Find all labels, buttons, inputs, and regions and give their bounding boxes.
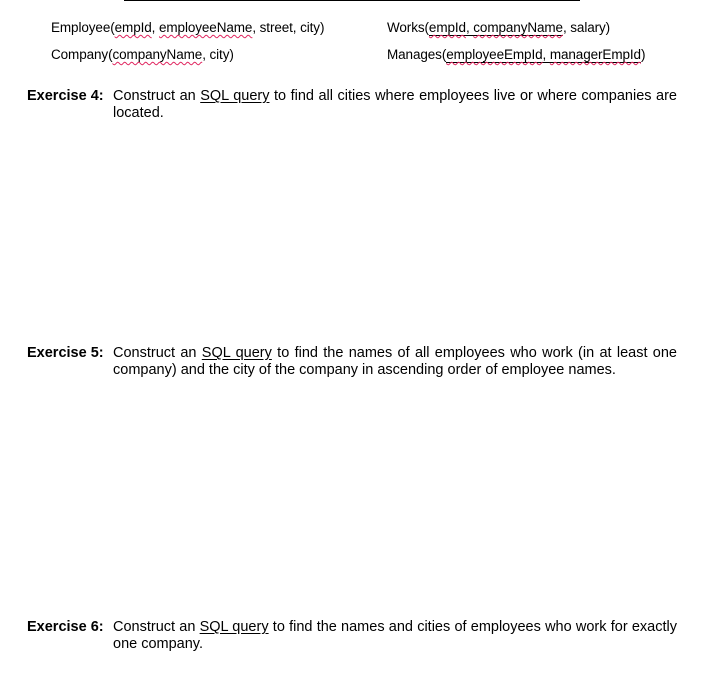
sql-query-link: SQL query xyxy=(200,88,270,104)
paren-open: ( xyxy=(108,47,113,62)
text-after: to find all cities where employees live or where companies are located. xyxy=(113,88,677,121)
paren-open: ( xyxy=(424,20,429,35)
exercise-label: Exercise 4: xyxy=(27,88,104,104)
exercise-4 xyxy=(27,88,677,122)
relation-name-employee: Employee xyxy=(51,20,111,35)
schema-works xyxy=(387,20,610,36)
attr-rest: , salary) xyxy=(562,20,611,35)
exercise-label: Exercise 5: xyxy=(27,345,104,361)
key-attr-empid: empId xyxy=(114,20,152,35)
text-before: Construct an xyxy=(113,345,202,361)
text-before: Construct an xyxy=(113,88,201,104)
text-before: Construct an xyxy=(113,619,200,635)
key-attr-company-name: companyName xyxy=(473,20,563,35)
relation-name-works: Works xyxy=(387,20,425,35)
schema-company xyxy=(51,47,234,63)
separator: , xyxy=(542,47,550,62)
top-divider xyxy=(124,0,580,1)
exercise-text xyxy=(113,88,677,122)
attr-employee-name: employeeName xyxy=(158,20,253,35)
exercise-text xyxy=(113,345,677,379)
key-attr-empid: empId xyxy=(428,20,466,35)
paren-open: ( xyxy=(441,47,447,62)
text-after: to find the names and cities of employees who work for exactly one company. xyxy=(113,619,677,652)
relation-name-manages: Manages xyxy=(387,47,442,62)
separator: , xyxy=(151,20,159,35)
exercise-6 xyxy=(27,619,677,653)
schema-manages xyxy=(387,47,645,63)
key-attr-manager-empid: managerEmpId xyxy=(549,47,641,62)
attr-rest: ) xyxy=(640,47,646,62)
attr-rest: , street, city) xyxy=(252,20,325,35)
sql-query-link: SQL query xyxy=(201,345,272,361)
attr-rest: , city) xyxy=(202,47,234,62)
key-attr-company-name: companyName xyxy=(112,47,203,62)
sql-query-link: SQL query xyxy=(199,619,269,635)
exercise-label: Exercise 6: xyxy=(27,619,104,635)
exercise-text xyxy=(113,619,677,653)
text-after: to find the names of all employees who work (in at least one company) and the city of the company in ascending order of employee names. xyxy=(113,345,677,378)
relation-name-company: Company xyxy=(51,47,109,62)
separator: , xyxy=(465,20,474,35)
key-attr-employee-empid: employeeEmpId xyxy=(446,47,543,62)
schema-employee xyxy=(51,20,324,36)
exercise-5 xyxy=(27,345,677,379)
paren-open: ( xyxy=(110,20,115,35)
